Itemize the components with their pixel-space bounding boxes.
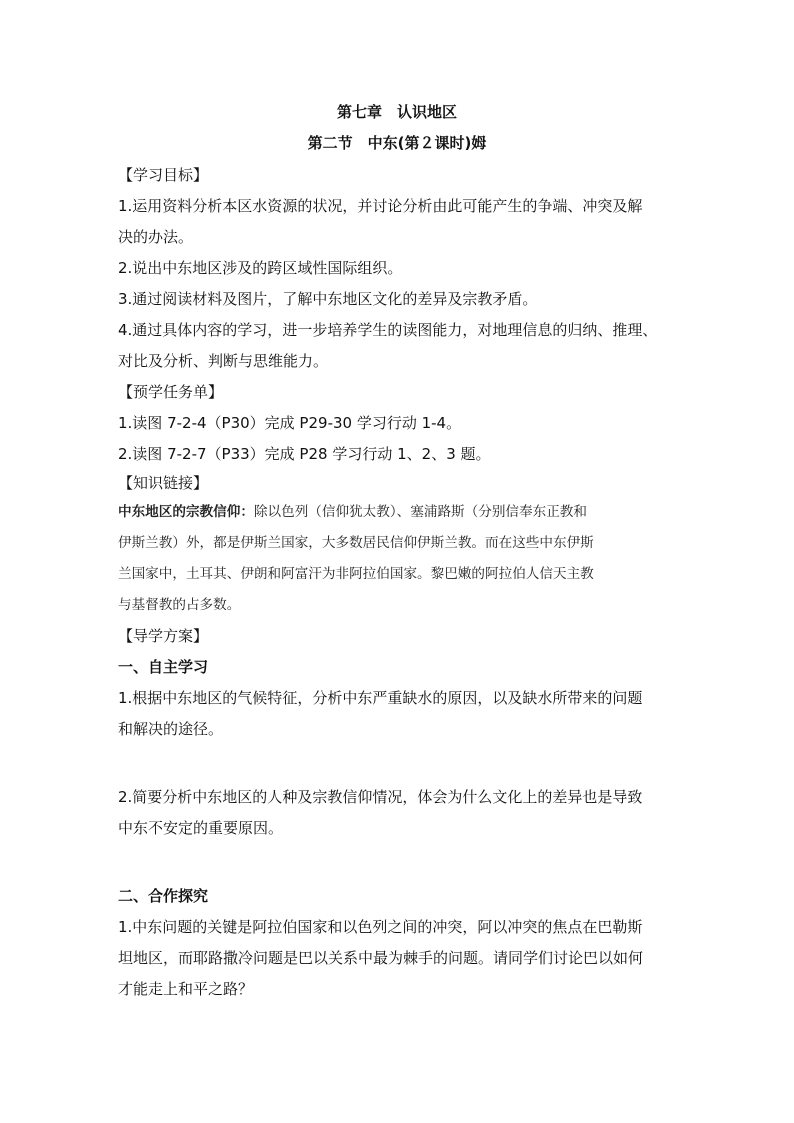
guide-heading: 【导学方案】 — [118, 627, 209, 645]
question-3-line-1: 1.中东问题的关键是阿拉伯国家和以色列之间的冲突，阿以冲突的焦点在巴勒斯 — [118, 918, 643, 936]
question-1-line-2: 和解决的途径。 — [118, 720, 224, 738]
question-2-line-2: 中东不安定的重要原因。 — [118, 819, 284, 837]
objective-4-line-1: 4.通过具体内容的学习，进一步培养学生的读图能力，对地理信息的归纳、推理、 — [118, 321, 658, 339]
knowledge-keyword: 中东地区的宗教信仰： — [118, 504, 254, 520]
knowledge-line-3: 兰国家中，土耳其、伊朗和阿富汗为非阿拉伯国家。黎巴嫩的阿拉伯人信天主教 — [118, 566, 594, 582]
section-title: 第二节 中东(第２课时)姆 — [307, 134, 487, 152]
preview-item-2: 2.读图 7-2-7（P33）完成 P28 学习行动 1、2、3 题。 — [118, 445, 491, 463]
section-cooperative-inquiry: 二、合作探究 — [118, 887, 209, 905]
section-self-study: 一、自主学习 — [118, 658, 209, 676]
objective-3: 3.通过阅读材料及图片，了解中东地区文化的差异及宗教矛盾。 — [118, 290, 538, 308]
objectives-heading: 【学习目标】 — [118, 166, 209, 184]
objective-1-line-1: 1.运用资料分析本区水资源的状况，并讨论分析由此可能产生的争端、冲突及解 — [118, 197, 643, 215]
knowledge-heading: 【知识链接】 — [118, 474, 209, 492]
knowledge-text-1: 除以色列（信仰犹太教）、塞浦路斯（分别信奉东正教和 — [253, 504, 587, 520]
objective-4-line-2: 对比及分析、判断与思维能力。 — [118, 352, 329, 370]
objective-1-line-2: 决的办法。 — [118, 228, 194, 246]
preview-heading: 【预学任务单】 — [118, 383, 224, 401]
question-3-line-2: 坦地区，而耶路撒冷问题是巴以关系中最为棘手的问题。请同学们讨论巴以如何 — [118, 949, 644, 967]
preview-item-1: 1.读图 7-2-4（P30）完成 P29-30 学习行动 1-4。 — [118, 414, 462, 432]
question-2-line-1: 2.简要分析中东地区的人种及宗教信仰情况，体会为什么文化上的差异也是导致 — [118, 788, 643, 806]
knowledge-line-1 — [118, 497, 684, 528]
knowledge-line-4: 与基督教的占多数。 — [118, 597, 241, 613]
knowledge-line-2: 伊斯兰教）外，都是伊斯兰国家，大多数居民信仰伊斯兰教。而在这些中东伊斯 — [118, 535, 594, 551]
question-1-line-1: 1.根据中东地区的气候特征，分析中东严重缺水的原因，以及缺水所带来的问题 — [118, 689, 643, 707]
chapter-title: 第七章 认识地区 — [336, 103, 457, 121]
question-3-line-3: 才能走上和平之路？ — [118, 980, 254, 998]
objective-2: 2.说出中东地区涉及的跨区域性国际组织。 — [118, 259, 403, 277]
